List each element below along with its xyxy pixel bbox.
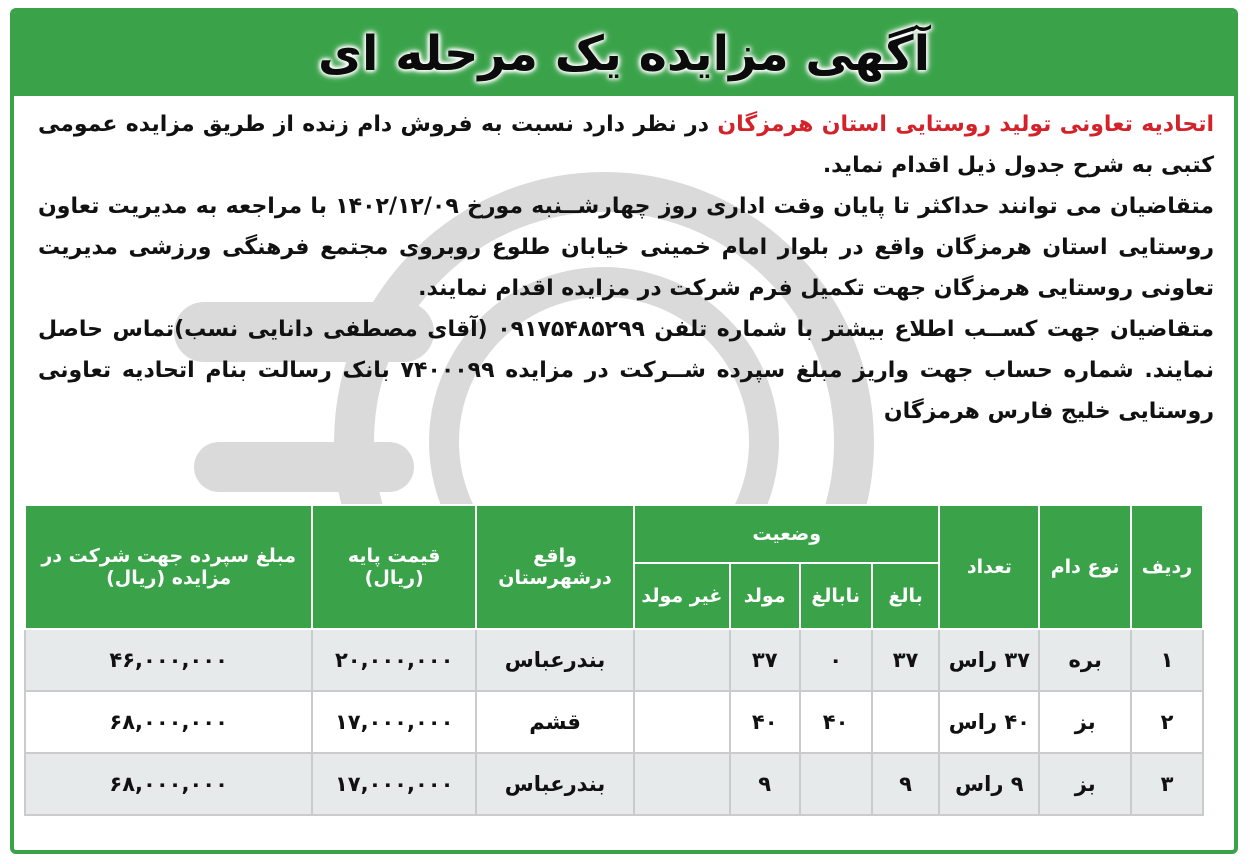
cell-count: ۳۷ راس bbox=[939, 629, 1039, 691]
intro-paragraph bbox=[38, 104, 1214, 186]
col-adult-header: بالغ bbox=[872, 563, 940, 629]
cell-city: قشم bbox=[476, 691, 634, 753]
cell-row: ۳ bbox=[1131, 753, 1203, 815]
col-row-header: ردیف bbox=[1131, 505, 1203, 629]
cell-immature bbox=[800, 753, 872, 815]
cell-base-price: ۱۷,۰۰۰,۰۰۰ bbox=[312, 691, 476, 753]
col-city-header: واقع درشهرستان bbox=[476, 505, 634, 629]
cell-type: بز bbox=[1039, 753, 1131, 815]
cell-type: بز bbox=[1039, 691, 1131, 753]
cell-count: ۹ راس bbox=[939, 753, 1039, 815]
livestock-table bbox=[24, 504, 1204, 816]
cell-breeding: ۹ bbox=[730, 753, 800, 815]
cell-adult bbox=[872, 691, 940, 753]
cell-adult: ۹ bbox=[872, 753, 940, 815]
cell-base-price: ۲۰,۰۰۰,۰۰۰ bbox=[312, 629, 476, 691]
cell-deposit: ۶۸,۰۰۰,۰۰۰ bbox=[25, 753, 312, 815]
contact-paragraph: متقاضیان جهت کســب اطلاع بیشتر با شماره تلفن ۰۹۱۷۵۴۸۵۲۹۹ (آقای مصطفی دانایی نسب)تماس حاصل نمایند. شماره حساب جهت واریز مبلغ سپرده شــرکت در مزایده ۷۴۰۰۰۹۹ بانک رسالت بنام اتحادیه تعاونی روستایی خلیج فارس هرمزگان bbox=[38, 317, 1215, 424]
cell-row: ۱ bbox=[1131, 629, 1203, 691]
cell-breeding: ۳۷ bbox=[730, 629, 800, 691]
table-row bbox=[25, 753, 1203, 815]
col-count-header: تعداد bbox=[939, 505, 1039, 629]
col-breeding-header: مولد bbox=[730, 563, 800, 629]
organization-name: اتحادیه تعاونی تولید روستایی استان هرمزگان bbox=[717, 112, 1214, 137]
table-row bbox=[25, 691, 1203, 753]
cell-deposit: ۴۶,۰۰۰,۰۰۰ bbox=[25, 629, 312, 691]
cell-non-breeding bbox=[634, 753, 730, 815]
cell-city: بندرعباس bbox=[476, 753, 634, 815]
cell-adult: ۳۷ bbox=[872, 629, 940, 691]
cell-immature: ۰ bbox=[800, 629, 872, 691]
cell-city: بندرعباس bbox=[476, 629, 634, 691]
table-row bbox=[25, 629, 1203, 691]
cell-base-price: ۱۷,۰۰۰,۰۰۰ bbox=[312, 753, 476, 815]
cell-non-breeding bbox=[634, 691, 730, 753]
col-deposit-header: مبلغ سپرده جهت شرکت در مزایده (ریال) bbox=[25, 505, 312, 629]
table-header-row bbox=[25, 505, 1203, 563]
col-non-breeding-header: غیر مولد bbox=[634, 563, 730, 629]
cell-non-breeding bbox=[634, 629, 730, 691]
col-base-price-header: قیمت پایه (ریال) bbox=[312, 505, 476, 629]
cell-row: ۲ bbox=[1131, 691, 1203, 753]
cell-breeding: ۴۰ bbox=[730, 691, 800, 753]
col-type-header: نوع دام bbox=[1039, 505, 1131, 629]
ad-body bbox=[38, 104, 1214, 432]
col-immature-header: نابالغ bbox=[800, 563, 872, 629]
cell-immature: ۴۰ bbox=[800, 691, 872, 753]
ad-title: آگهی مزایده یک مرحله ای bbox=[317, 26, 931, 82]
cell-type: بره bbox=[1039, 629, 1131, 691]
col-status-header: وضعیت bbox=[634, 505, 940, 563]
intro-text: در نظر دارد نسبت به فروش دام زنده از طریق مزایده عمومی کتبی به شرح جدول ذیل اقدام نماید. bbox=[38, 112, 1214, 178]
cell-count: ۴۰ راس bbox=[939, 691, 1039, 753]
cell-deposit: ۶۸,۰۰۰,۰۰۰ bbox=[25, 691, 312, 753]
deadline-paragraph: متقاضیان می توانند حداکثر تا پایان وقت اداری روز چهارشــنبه مورخ ۱۴۰۲/۱۲/۰۹ با مراجعه به مدیریت تعاون روستایی استان هرمزگان واقع در بلوار امام خمینی خیابان طلوع روبروی مجتمع فرهنگی ورزشی مدیریت تعاونی روستایی هرمزگان جهت تکمیل فرم شرکت در مزایده اقدام نمایند. bbox=[38, 194, 1215, 301]
header-banner bbox=[14, 12, 1234, 96]
